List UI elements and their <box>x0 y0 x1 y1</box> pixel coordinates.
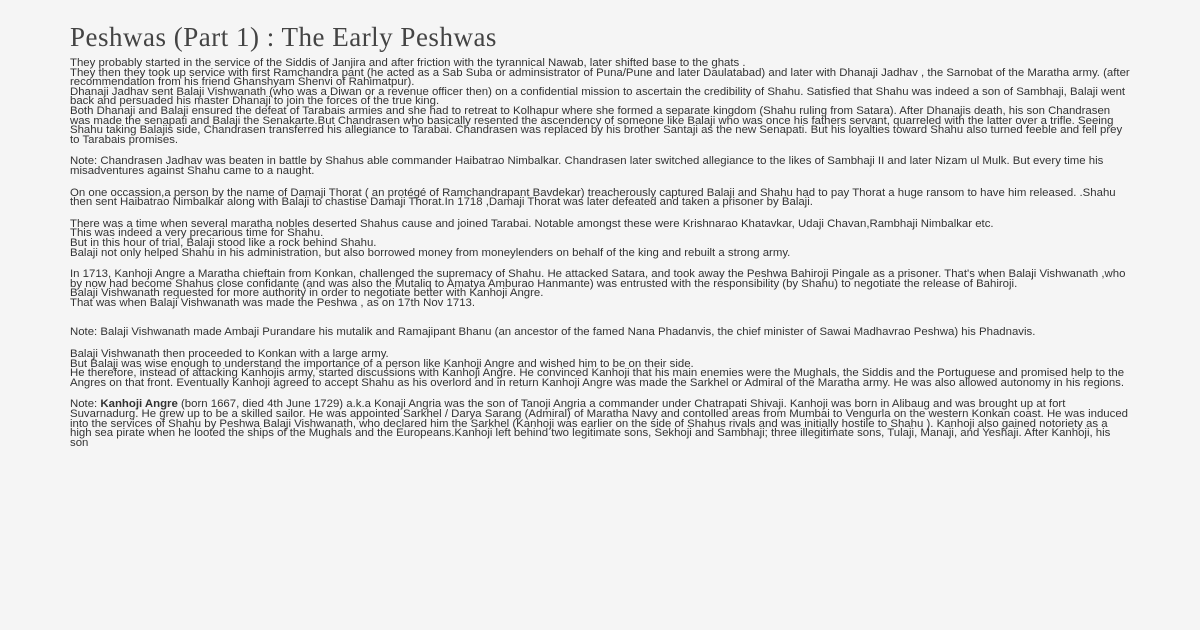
paragraph-note-chandrasen <box>70 157 1130 176</box>
text-line: Balaji not only helped Shahu in his administration, but also borrowed money from moneylenders on behalf of the king and rebuilt a strong army. <box>70 246 791 259</box>
text-line: They probably started in the service of the Siddis of Janjira and after friction with the tyrannical Nawab, later shifted base to the ghats . <box>70 57 746 69</box>
paragraph-nobles-deserted <box>70 217 1130 259</box>
text-line: Note: Chandrasen Jadhav was beaten in battle by Shahus able commander Haibatrao Nimbalkar. Chandrasen later switched allegiance to the likes of Sambhaji II and later Nizam ul Mulk. But every time his misadventures against Shahu came to a naught. <box>70 155 1104 177</box>
text-line: Balaji Vishwanath then proceeded to Konkan with a large army. <box>70 348 389 361</box>
document-page <box>70 22 1130 460</box>
paragraph-kanhoji-challenge <box>70 270 1130 308</box>
text-line: That was when Balaji Vishwanath was made the Peshwa , as on 17th Nov 1713. <box>70 296 476 309</box>
paragraph-konkan-expedition <box>70 350 1130 388</box>
note-body: (born 1667, died 4th June 1729) a.k.a Konaji Angria was the son of Tanoji Angria a commander under Chatrapati Shivaji. Kanhoji was born in Alibaug and was brought up at fort Suvarnadurg. He grew up to be a skilled sailor. He was appointed Sarkhel / Darya Sarang (Admiral) of Maratha Navy and contolled areas from Mumbai to Vengurla on the western Konkan coast. He was induced into the services of Shahu by Peshwa Balaji Vishwanath, who declared him the Sarkhel (Kanhoji was earlier on the side of Shahus rivals and was initially hostile to Shahu ). Kanhoji also gained notoriety as a high sea pirate when he looted the ships of the Mughals and the Europeans.Kanhoji left behind two legitimate sons, Sekhoji and Sambhaji; three illegitimate sons, Tulaji, Manaji, and Yeshaji. After Kanhoji, his son <box>70 398 1128 449</box>
text-line: Balaji Vishwanath requested for more authority in order to negotiate better with Kanhoji Angre. <box>70 287 544 300</box>
paragraph-note-kanhoji-angre <box>70 400 1130 448</box>
text-line: But Balaji was wise enough to understand the importance of a person like Kanhoji Angre and wished him to be on their side. <box>70 357 694 370</box>
note-prefix: Note: <box>70 398 101 411</box>
text-line: There was a time when several maratha nobles deserted Shahus cause and joined Tarabai. Notable amongst these were Krishnarao Khatavkar, Udaji Chavan,Rambhaji Nimbalkar etc. <box>70 217 994 230</box>
text-line: He therefore, instead of attacking Kanhojis army, started discussions with Kanhoji Angre. He convinced Kanhoji that his main enemies were the Mughals, the Siddis and the Portuguese and promised help to the Angres on that front. Eventually Kanhoji agreed to accept Shahu as his overlord and in return Kanhoji Angre was made the Sarkhel or Admiral of the Maratha army. He was also allowed autonomy in his regions. <box>70 367 1125 389</box>
text-line: On one occassion,a person by the name of Damaji Thorat ( an protégé of Ramchandrapant Bavdekar) treacherously captured Balaji and Shahu had to pay Thorat a huge ransom to have him released. .Shahu then sent Haibatrao Nimbalkar along with Balaji to chastise Damaji Thorat.In 1718 ,Damaji Thorat was later defeated and taken a prisoner by Balaji. <box>70 186 1116 209</box>
paragraph-note-ambaji <box>70 328 1130 338</box>
text-line: In 1713, Kanhoji Angre a Maratha chieftain from Konkan, challenged the supremacy of Shahu. He attacked Satara, and took away the Peshwa Bahiroji Pingale as a prisoner. That's when Balaji Vishwanath ,who by now had become Shahus close confidante (and was also the Mutaliq to Amatya Amburao Hanmante) was entrusted with the responsibility (by Shahu) to negotiate the release of Bahiroji. <box>70 268 1126 290</box>
paragraph-damaji-thorat <box>70 186 1130 209</box>
page-title: Peshwas (Part 1) : The Early Peshwas <box>70 22 497 52</box>
paragraph-origins <box>70 59 1130 145</box>
bold-name: Kanhoji Angre <box>100 398 178 411</box>
text-line: But in this hour of trial, Balaji stood like a rock behind Shahu. <box>70 236 377 249</box>
text-line: Dhanaji Jadhav sent Balaji Vishwanath (who was a Diwan or a revenue officer then) on a confidential mission to ascertain the credibility of Shahu. Satisfied that Shahu was indeed a son of Sambhaji, Balaji went back and persuaded his master Dhanaji to join the forces of the true king. <box>70 85 1126 108</box>
text-line: They then they took up service with first Ramchandra pant (he acted as a Sab Suba or adminsistrator of Puna/Pune and later Daulatabad) and later with Dhanaji Jadhav , the Sarnobat of the Maratha army. (after recommendation from his friend Ghanshyam Shenvi of Rahimatpur). <box>70 66 1130 89</box>
text-line: This was indeed a very precarious time for Shahu. <box>70 227 324 240</box>
text-line: Both Dhanaji and Balaji ensured the defeat of Tarabais armies and she had to retreat to Kolhapur where she formed a separate kingdom (Shahu ruling from Satara). After Dhanajis death, his son Chandrasen was made the senapati and Balaji the Senakarte.But Chandrasen who basically resented the ascendency of someone like Balaji who was once his fathers servant, quarreled with the latter over a trifle. Seeing Shahu taking Balajis side, Chandrasen transferred his allegiance to Tarabai. Chandrasen was replaced by his brother Santaji as the new Senapati. But his loyalties toward Shahu also turned feeble and fell prey to Tarabais promises. <box>70 104 1123 146</box>
text-line: Note: Balaji Vishwanath made Ambaji Purandare his mutalik and Ramajipant Bhanu (an ancestor of the famed Nana Phadanvis, the chief minister of Sawai Madhavrao Peshwa) his Phadnavis. <box>70 326 1036 339</box>
